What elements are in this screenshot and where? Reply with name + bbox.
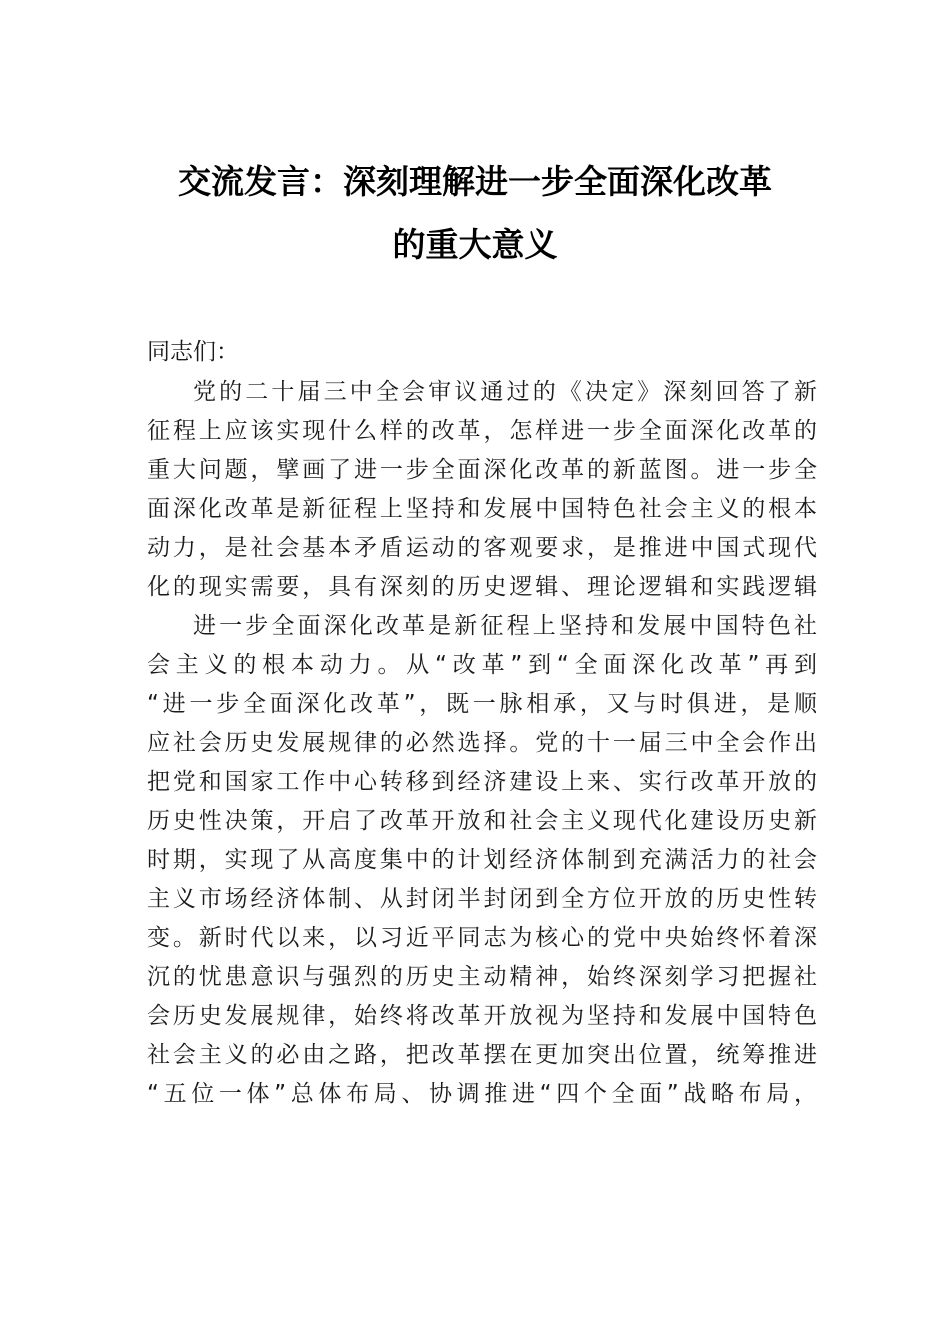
title-line-2: 的重大意义 (392, 225, 558, 264)
paragraph-line: 把党和国家工作中心转移到经济建设上来、实行改革开放的 (147, 769, 817, 795)
paragraph-line: 征程上应该实现什么样的改革，怎样进一步全面深化改革的 (147, 418, 817, 444)
paragraph-line: 沉的忧患意识与强烈的历史主动精神，始终深刻学习把握社 (147, 964, 817, 990)
paragraph-line: 党的二十届三中全会审议通过的《决定》深刻回答了新 (193, 379, 817, 405)
paragraph-line: “五位一体”总体布局、协调推进“四个全面”战略布局， (147, 1081, 817, 1107)
paragraph-2 (147, 607, 817, 1114)
paragraph-line: 进一步全面深化改革是新征程上坚持和发展中国特色社 (193, 613, 817, 639)
paragraph-line: 重大问题，擘画了进一步全面深化改革的新蓝图。进一步全 (147, 457, 817, 483)
paragraph-line: “进一步全面深化改革”，既一脉相承，又与时俱进，是顺 (147, 691, 817, 717)
paragraph-line: 变。新时代以来，以习近平同志为核心的党中央始终怀着深 (147, 925, 817, 951)
paragraph-line: 历史性决策，开启了改革开放和社会主义现代化建设历史新 (147, 808, 817, 834)
paragraph-line: 会主义的根本动力。从“改革”到“全面深化改革”再到 (147, 652, 817, 678)
paragraph-line: 面深化改革是新征程上坚持和发展中国特色社会主义的根本 (147, 496, 817, 522)
paragraph-line: 时期，实现了从高度集中的计划经济体制到充满活力的社会 (147, 847, 817, 873)
title-line-1: 交流发言：深刻理解进一步全面深化改革 (178, 162, 772, 201)
document-title (130, 150, 820, 276)
paragraph-line: 动力，是社会基本矛盾运动的客观要求，是推进中国式现代 (147, 535, 817, 561)
paragraph-1 (147, 373, 817, 607)
paragraph-line: 主义市场经济体制、从封闭半封闭到全方位开放的历史性转 (147, 886, 817, 912)
paragraph-line: 化的现实需要，具有深刻的历史逻辑、理论逻辑和实践逻辑 (147, 574, 817, 600)
paragraph-line: 应社会历史发展规律的必然选择。党的十一届三中全会作出 (147, 730, 817, 756)
paragraph-line: 社会主义的必由之路，把改革摆在更加突出位置，统筹推进 (147, 1042, 817, 1068)
document-body (147, 333, 817, 1114)
salutation: 同志们： (147, 339, 239, 365)
paragraph-line: 会历史发展规律，始终将改革开放视为坚持和发展中国特色 (147, 1003, 817, 1029)
